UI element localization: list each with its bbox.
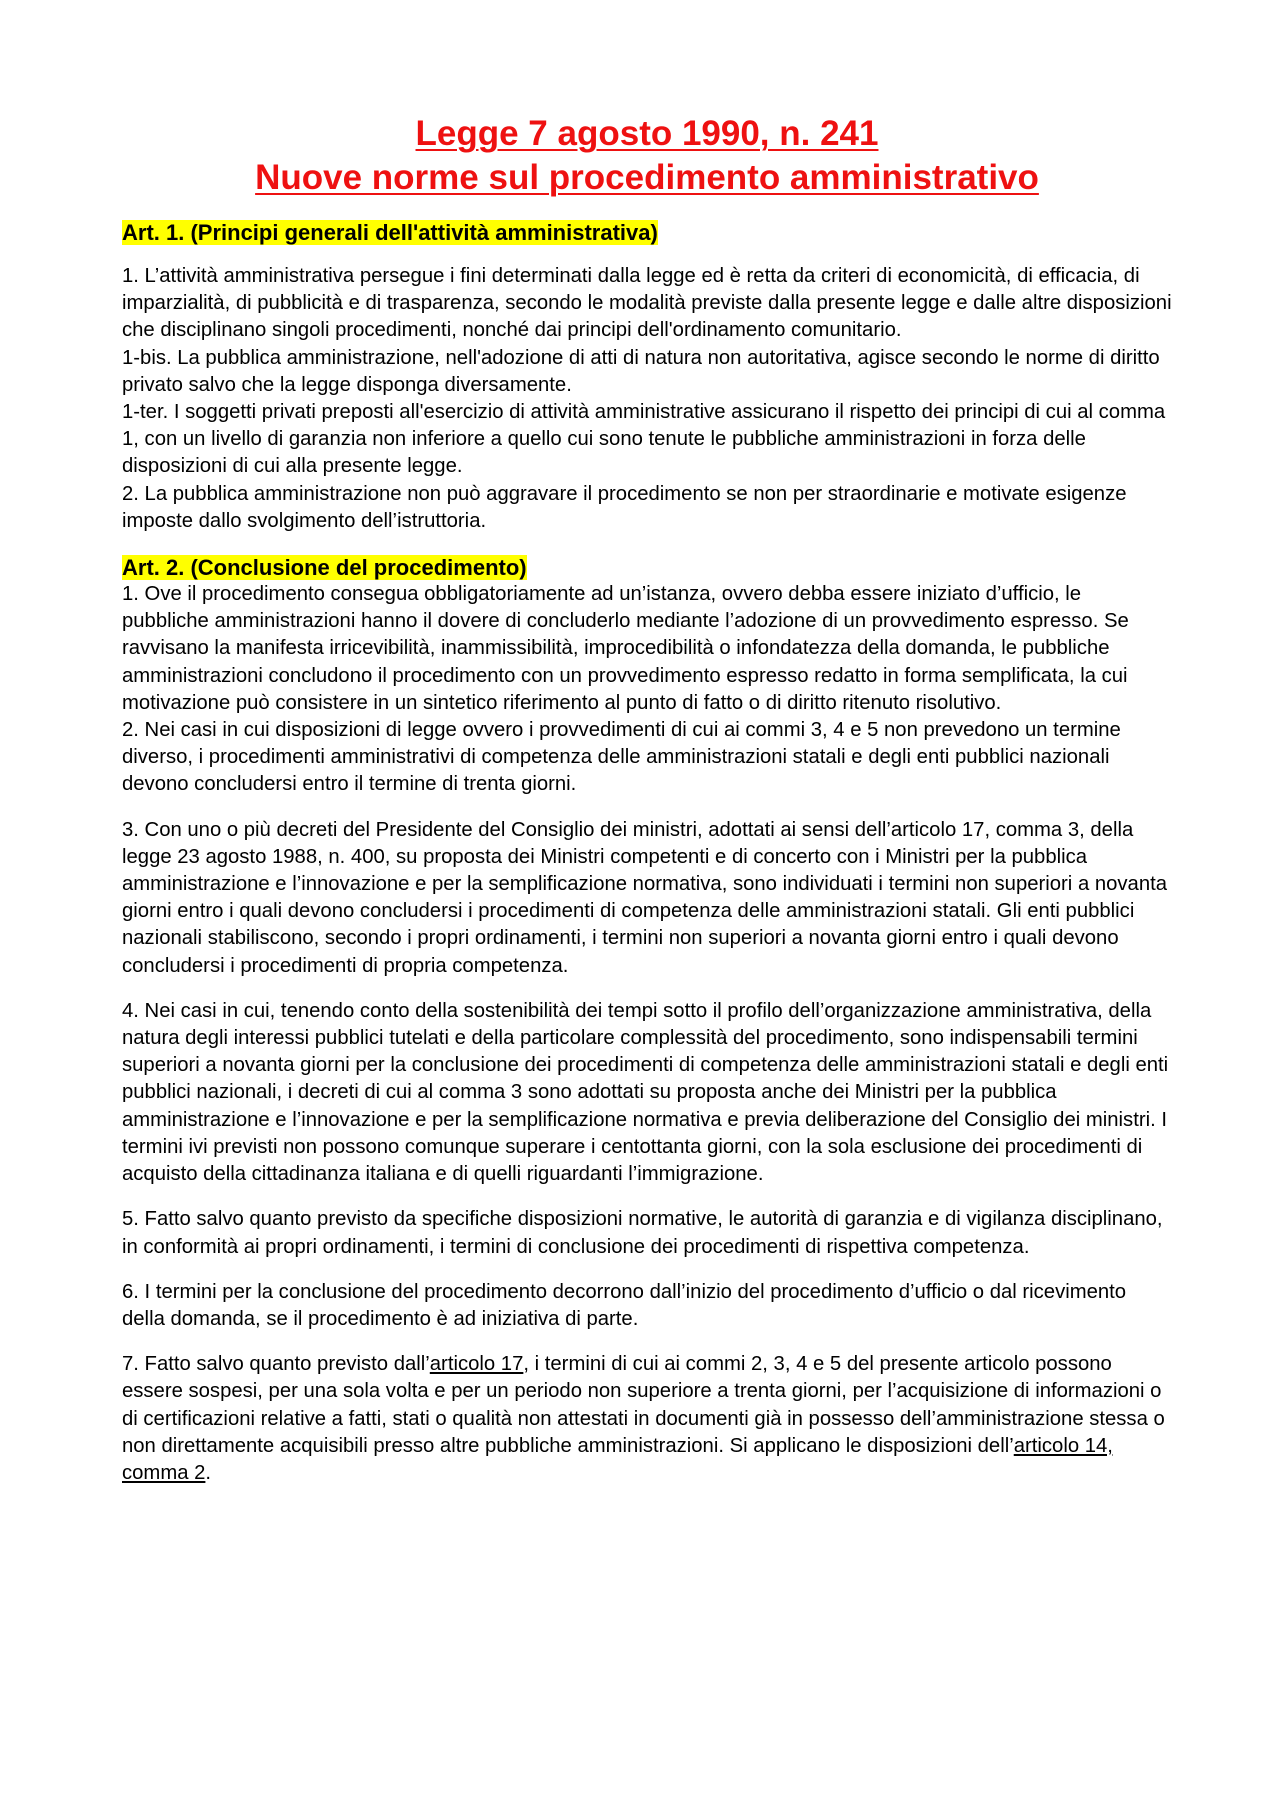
article-2-comma-6: 6. I termini per la conclusione del procedimento decorrono dall’inizio del procedimento d’ufficio o dal ricevimento della domanda, se il procedimento è ad iniziativa di parte.	[122, 1280, 1127, 1330]
comma-7-text-3: .	[205, 1461, 212, 1484]
article-2-comma-1: 1. Ove il procedimento consegua obbligatoriamente ad un’istanza, ovvero debba essere iniziato d’ufficio, le pubbliche amministrazioni hanno il dovere di concluderlo mediante l’adozione di un provvedimento espresso. Se ravvisano la manifesta irricevibilità, inammissibilità, improcedibilità o infondatezza della domanda, le pubbliche amministrazioni concludono il procedimento con un provvedimento espresso redatto in forma semplificata, la cui motivazione può consistere in un sintetico riferimento al punto di fatto o di diritto ritenuto risolutivo.	[122, 583, 1129, 714]
article-2-comma-5: 5. Fatto salvo quanto previsto da specifiche disposizioni normative, le autorità di garanzia e di vigilanza disciplinano, in conformità ai propri ordinamenti, i termini di conclusione dei procedimenti di rispettiva competenza.	[122, 1208, 1163, 1258]
article-1-comma-1-bis: 1-bis. La pubblica amministrazione, nell'adozione di atti di natura non autoritativa, agisce secondo le norme di diritto privato salvo che la legge disponga diversamente.	[122, 346, 1160, 396]
title-line-2: Nuove norme sul procedimento amministrativo	[255, 158, 1039, 197]
comma-7-text-2: , i termini di cui ai commi 2, 3, 4 e 5 del presente articolo possono essere sospesi, per una sola volta e per un periodo non superiore a trenta giorni, per l’acquisizione di informazioni o di certificazioni relative a fatti, stati o qualità non attestati in documenti già in possesso dell’amministrazione stessa o non direttamente acquisibili presso altre pubbliche amministrazioni. Si applicano le disposizioni dell’	[122, 1353, 1165, 1457]
article-1-comma-1-ter: 1-ter. I soggetti privati preposti all'esercizio di attività amministrative assicurano il rispetto dei principi di cui al comma 1, con un livello di garanzia non inferiore a quello cui sono tenute le pubbliche amministrazioni in forza delle disposizioni di cui alla presente legge.	[122, 401, 1166, 478]
article-2-comma-2: 2. Nei casi in cui disposizioni di legge ovvero i provvedimenti di cui ai commi 3, 4 e 5 non prevedono un termine diverso, i procedimenti amministrativi di competenza delle amministrazioni statali e degli enti pubblici nazionali devono concludersi entro il termine di trenta giorni.	[122, 719, 1121, 796]
comma-7-text-1: 7. Fatto salvo quanto previsto dall’	[122, 1353, 430, 1376]
article-1-heading: Art. 1. (Principi generali dell'attività amministrativa)	[122, 220, 658, 245]
article-1-comma-1: 1. L’attività amministrativa persegue i fini determinati dalla legge ed è retta da criteri di economicità, di efficacia, di imparzialità, di pubblicità e di trasparenza, secondo le modalità previste dalla presente legge e dalle altre disposizioni che disciplinano singoli procedimenti, nonché dai principi dell'ordinamento comunitario.	[122, 265, 1172, 342]
link-articolo-17[interactable]: articolo 17	[429, 1353, 524, 1376]
article-2-body	[122, 581, 1172, 1487]
title-line-1: Legge 7 agosto 1990, n. 241	[415, 114, 879, 153]
article-1-body	[122, 263, 1172, 535]
link-articolo-14-comma-2[interactable]: articolo 14, comma 2	[122, 1434, 1113, 1484]
document-title	[122, 112, 1172, 200]
article-2-comma-7	[122, 1351, 1172, 1487]
article-1-comma-2: 2. La pubblica amministrazione non può aggravare il procedimento se non per straordinarie e motivate esigenze imposte dallo svolgimento dell’istruttoria.	[122, 482, 1127, 532]
article-2-comma-4: 4. Nei casi in cui, tenendo conto della sostenibilità dei tempi sotto il profilo dell’organizzazione amministrativa, della natura degli interessi pubblici tutelati e della particolare complessità del procedimento, sono indispensabili termini superiori a novanta giorni per la conclusione dei procedimenti di competenza delle amministrazioni statali e degli enti pubblici nazionali, i decreti di cui al comma 3 sono adottati su proposta anche dei Ministri per la pubblica amministrazione e l’innovazione e per la semplificazione normativa e previa deliberazione del Consiglio dei ministri. I termini ivi previsti non possono comunque superare i centottanta giorni, con la sola esclusione dei procedimenti di acquisto della cittadinanza italiana e di quelli riguardanti l’immigrazione.	[122, 999, 1169, 1186]
document-page	[122, 112, 1172, 1487]
article-2-comma-3: 3. Con uno o più decreti del Presidente del Consiglio dei ministri, adottati ai sensi dell’articolo 17, comma 3, della legge 23 agosto 1988, n. 400, su proposta dei Ministri competenti e di concerto con i Ministri per la pubblica amministrazione e l’innovazione e per la semplificazione normativa, sono individuati i termini non superiori a novanta giorni entro i quali devono concludersi i procedimenti di competenza delle amministrazioni statali. Gli enti pubblici nazionali stabiliscono, secondo i propri ordinamenti, i termini non superiori a novanta giorni entro i quali devono concludersi i procedimenti di propria competenza.	[122, 818, 1168, 977]
article-2-heading: Art. 2. (Conclusione del procedimento)	[122, 555, 527, 581]
